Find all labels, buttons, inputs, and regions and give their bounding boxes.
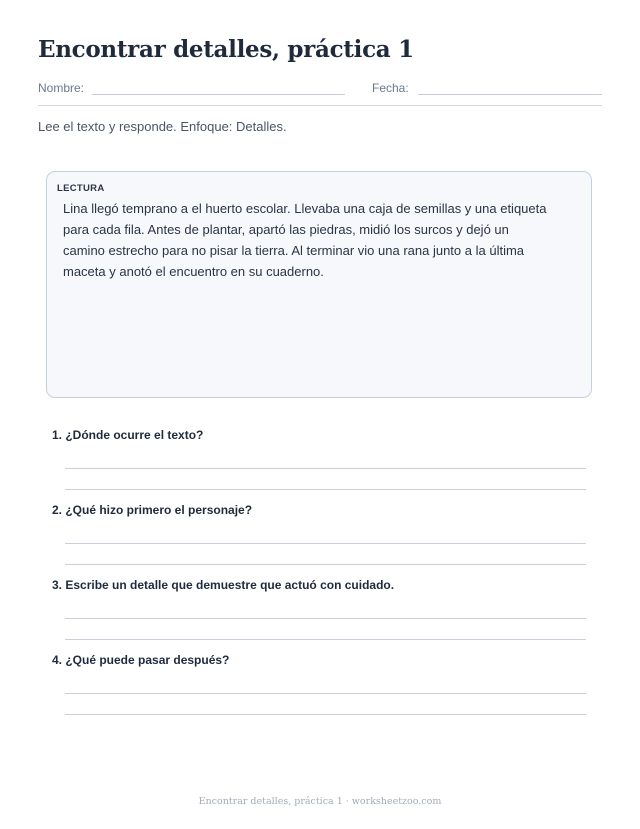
page-title: Encontrar detalles, práctica 1 [38,36,414,63]
reading-passage-text: Lina llegó temprano a el huerto escolar. Llevaba una caja de semillas y una etiqueta para cada fila. Antes de plantar, apartó las piedras, midió los surcos y dejó un camino estrecho para no pisar la tierra. Al terminar vio una rana junto a la última maceta y anotó el encuentro en su cuaderno. [63,201,547,279]
answer-line[interactable] [65,468,586,469]
question-3-text: 3. Escribe un detalle que demuestre que actuó con cuidado. [52,578,395,592]
question-2 [52,503,586,577]
question-4-text: 4. ¿Qué puede pasar después? [52,653,230,667]
answer-line[interactable] [65,618,586,619]
date-field-line[interactable] [418,94,602,95]
question-4 [52,653,586,727]
answer-line[interactable] [65,714,586,715]
question-1-text: 1. ¿Dónde ocurre el texto? [52,428,204,442]
question-2-text: 2. ¿Qué hizo primero el personaje? [52,503,253,517]
name-label: Nombre: [38,81,85,95]
date-label: Fecha: [372,81,409,95]
answer-line[interactable] [65,543,586,544]
answer-line[interactable] [65,489,586,490]
header-divider [38,105,602,106]
question-1 [52,428,586,502]
name-field-line[interactable] [92,94,345,95]
answer-line[interactable] [65,693,586,694]
instructions-text: Lee el texto y responde. Enfoque: Detalles. [38,119,287,134]
answer-line[interactable] [65,564,586,565]
reading-label: LECTURA [57,183,105,194]
reading-passage-box [46,171,592,398]
question-3 [52,578,586,652]
answer-line[interactable] [65,639,586,640]
page-footer: Encontrar detalles, práctica 1 · worksheetzoo.com [198,796,442,807]
student-info-row [38,80,602,100]
